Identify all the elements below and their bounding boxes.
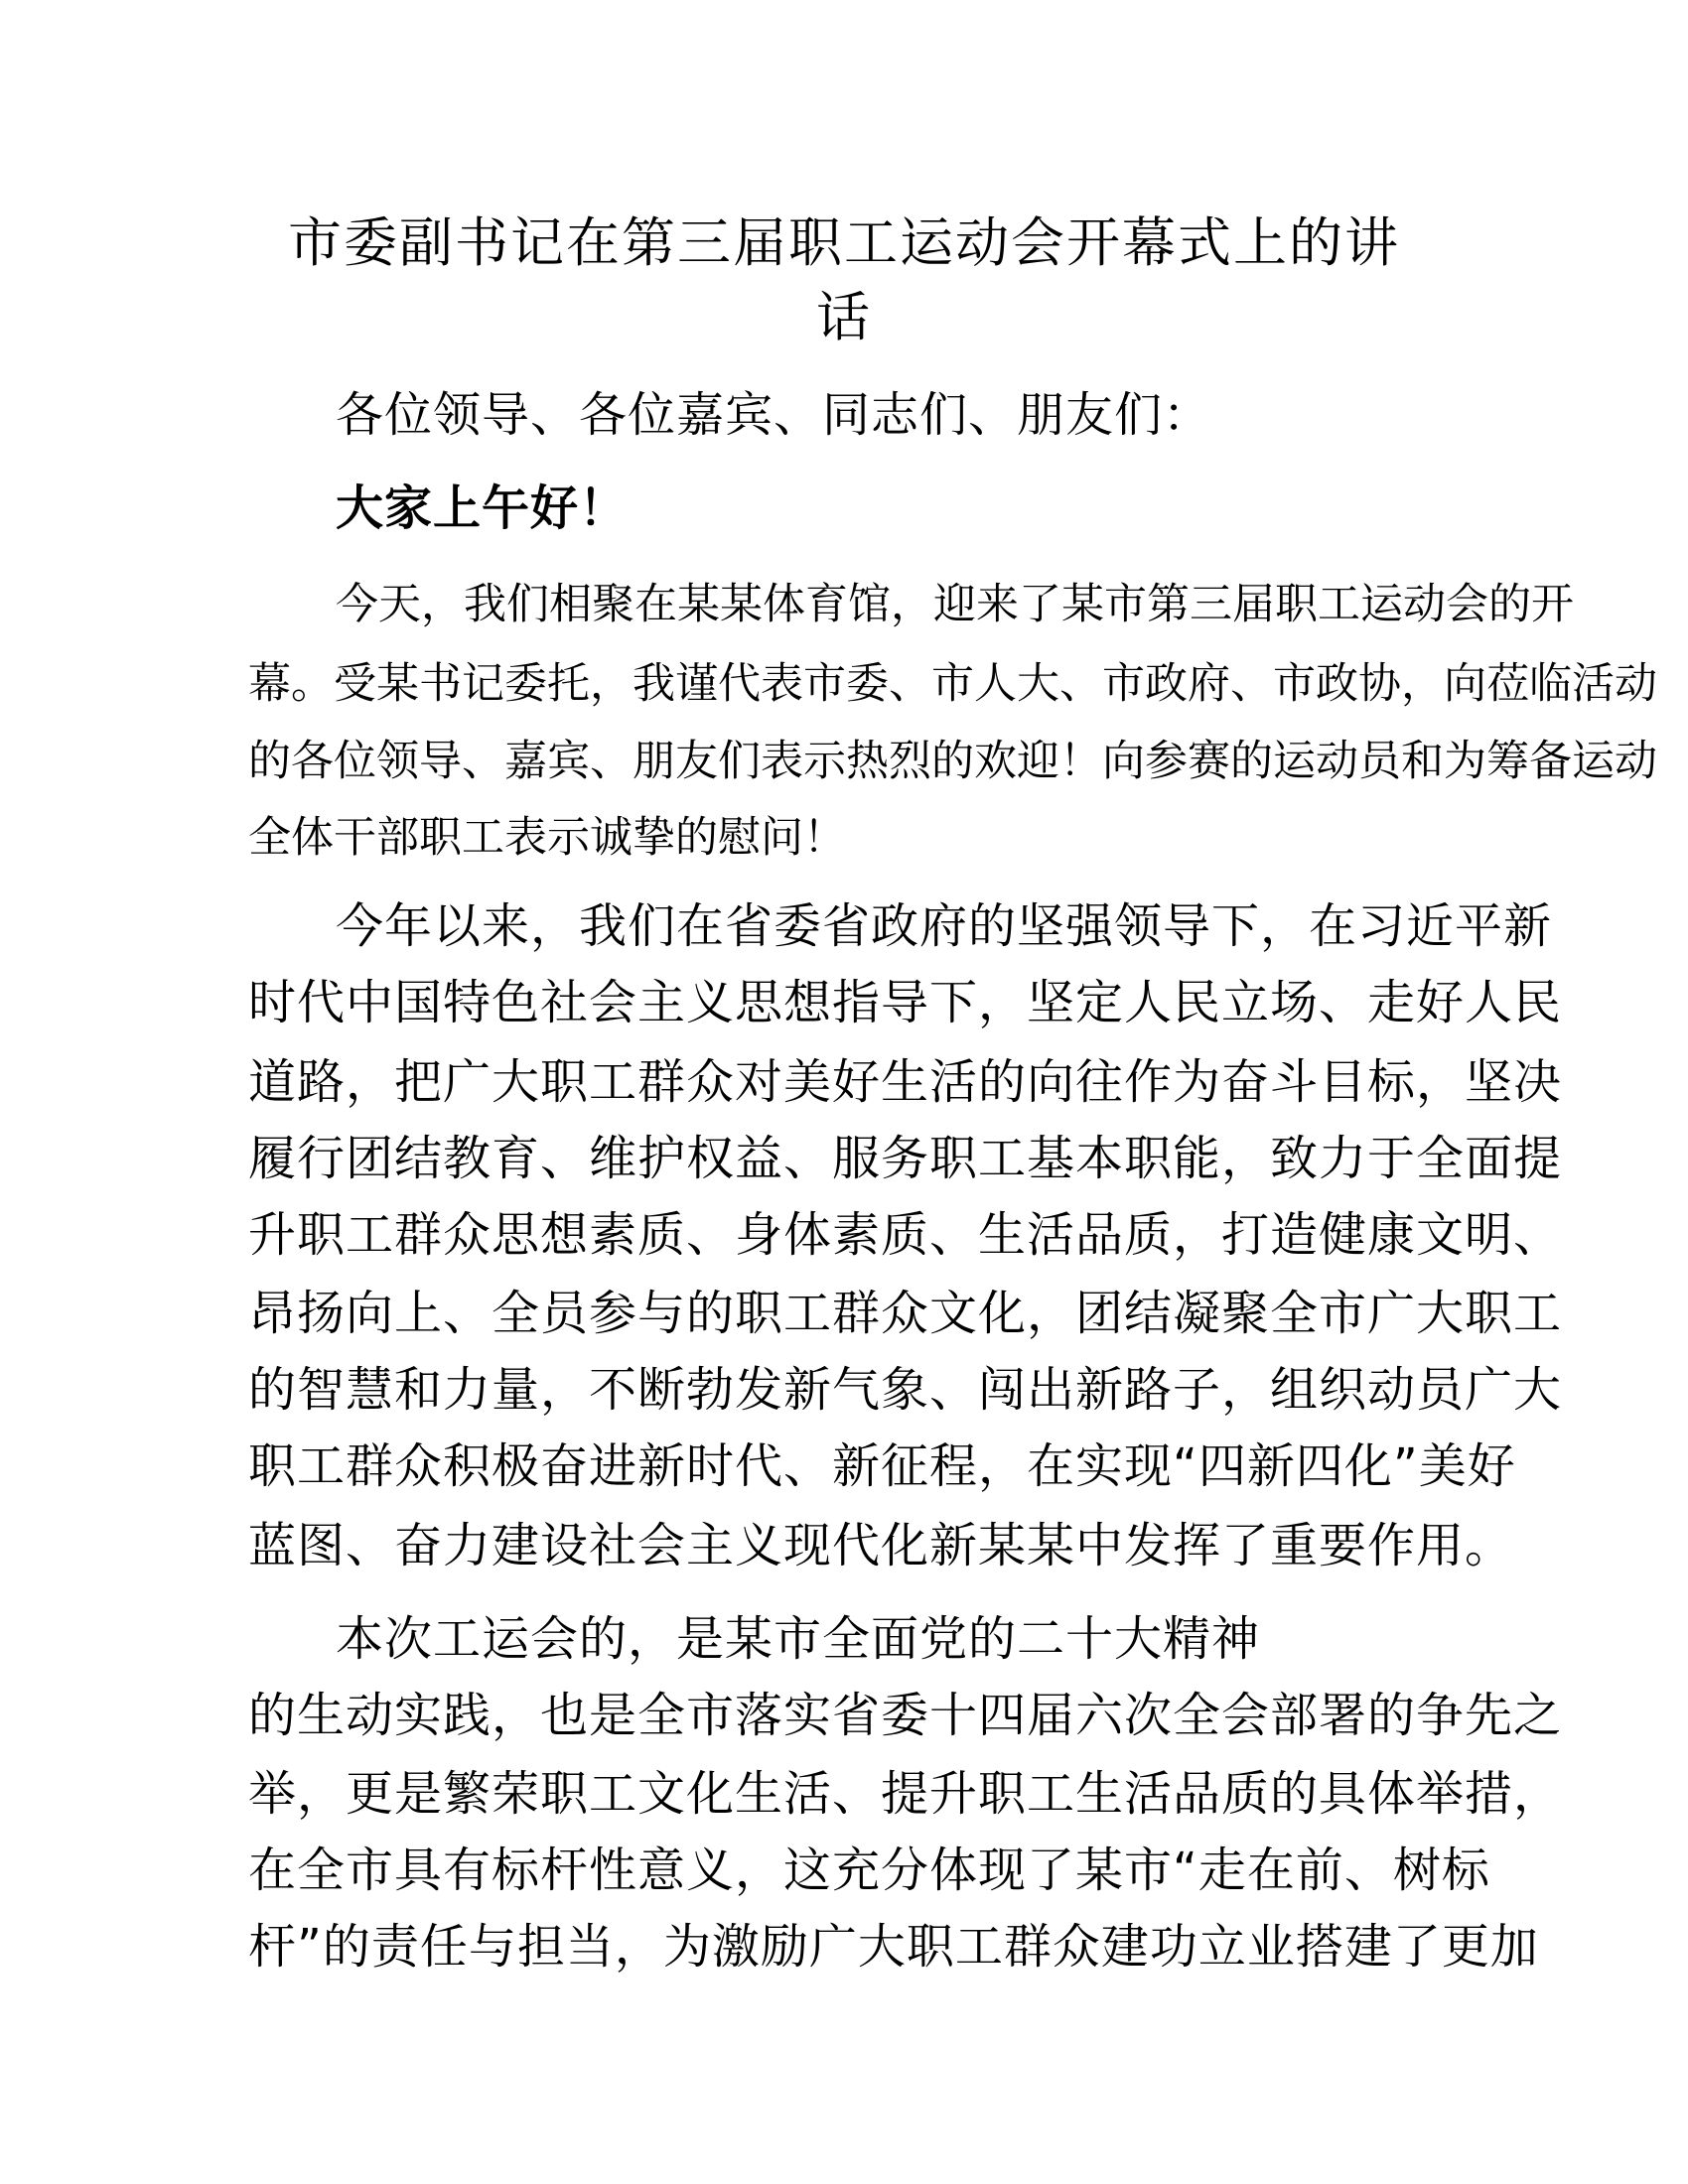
text-line: 全体干部职工表示诚挚的慰问！ [248, 813, 846, 863]
document-title-line-2: 话 [816, 286, 872, 348]
text-line: 今年以来，我们在省委省政府的坚强领导下，在习近平新 [336, 898, 1553, 954]
text-line: 履行团结教育、维护权益、服务职工基本职能，致力于全面提 [248, 1131, 1563, 1186]
text-line: 本次工运会的，是某市全面党的二十大精神 [336, 1611, 1261, 1667]
text-line: 时代中国特色社会主义思想指导下，坚定人民立场、走好人民 [248, 975, 1563, 1030]
text-line: 的生动实践，也是全市落实省委十四届六次全会部署的争先之 [248, 1688, 1563, 1743]
salutation: 各位领导、各位嘉宾、同志们、朋友们： [336, 387, 1212, 443]
text-line: 升职工群众思想素质、身体素质、生活品质，打造健康文明、 [248, 1207, 1563, 1263]
text-line: 职工群众积极奋进新时代、新征程，在实现“四新四化”美好 [248, 1438, 1516, 1494]
text-line: 蓝图、奋力建设社会主义现代化新某某中发挥了重要作用。 [248, 1518, 1514, 1573]
greeting: 大家上午好！ [336, 480, 629, 536]
text-line: 杆”的责任与担当，为激励广大职工群众建功立业搭建了更加 [248, 1919, 1539, 1975]
text-line: 的智慧和力量，不断勃发新气象、闯出新路子，组织动员广大 [248, 1362, 1563, 1418]
text-line: 幕。受某书记委托，我谨代表市委、市人大、市政府、市政协，向莅临活动 [248, 659, 1657, 709]
text-line: 今天，我们相聚在某某体育馆，迎来了某市第三届职工运动会的开 [336, 580, 1574, 629]
text-line: 的各位领导、嘉宾、朋友们表示热烈的欢迎！向参赛的运动员和为筹备运动 [248, 737, 1657, 786]
text-line: 举，更是繁荣职工文化生活、提升职工生活品质的具体举措， [248, 1766, 1563, 1822]
document-title-line-1: 市委副书记在第三届职工运动会开幕式上的讲 [288, 211, 1400, 274]
text-line: 道路，把广大职工群众对美好生活的向往作为奋斗目标，坚决 [248, 1054, 1563, 1110]
text-line: 在全市具有标杆性意义，这充分体现了某市“走在前、树标 [248, 1843, 1490, 1898]
text-line: 昂扬向上、全员参与的职工群众文化，团结凝聚全市广大职工 [248, 1286, 1563, 1341]
